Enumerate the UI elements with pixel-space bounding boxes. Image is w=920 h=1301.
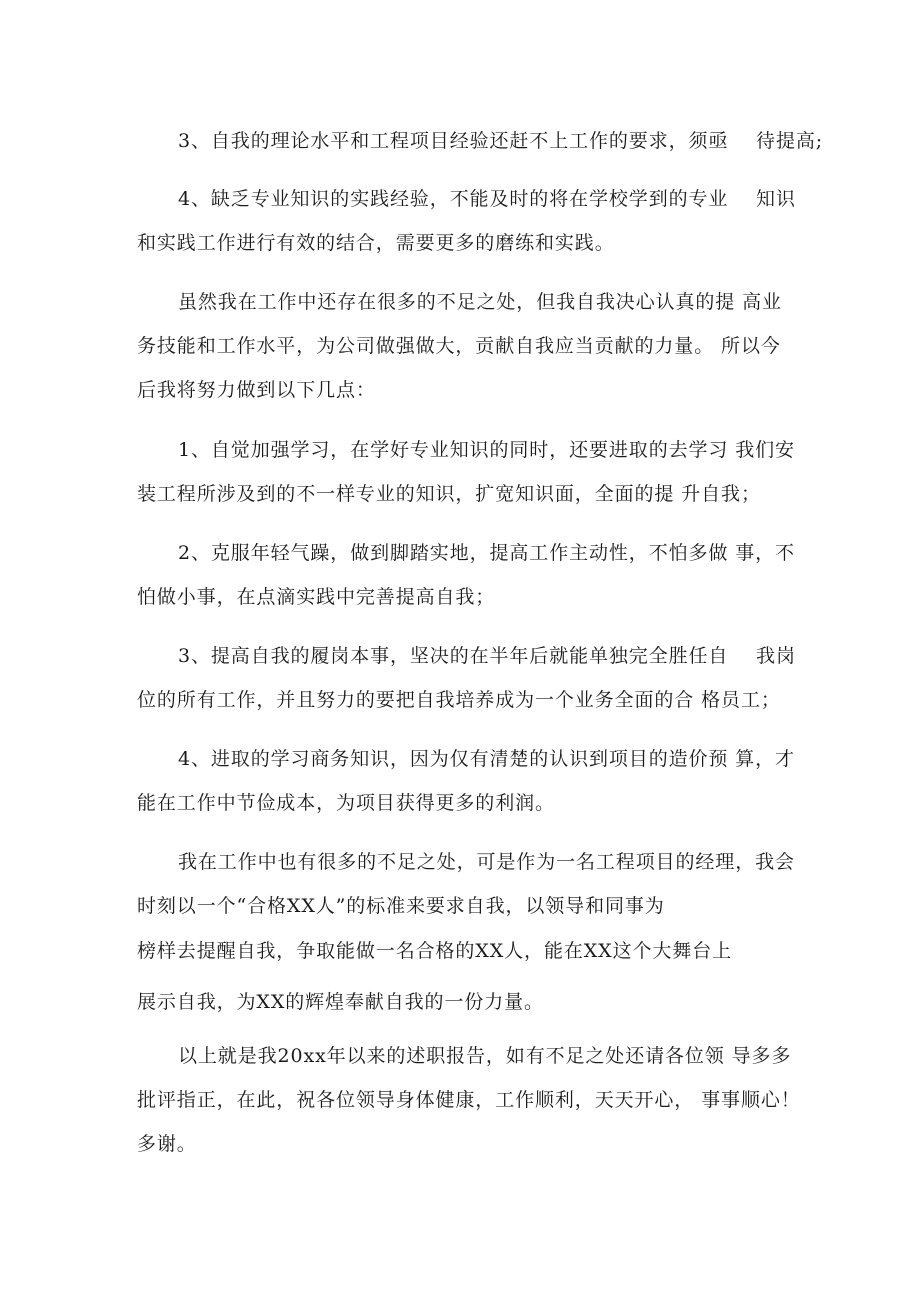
text-line: 3、提高自我的履岗本事，坚决的在半年后就能单独完全胜任自 我岗 — [178, 645, 796, 667]
text-line: 后我将努力做到以下几点： — [137, 379, 376, 401]
text-line: 2、克服年轻气躁，做到脚踏实地，提高工作主动性，不怕多做 事，不 — [178, 542, 795, 564]
text-line: 装工程所涉及到的不一样专业的知识，扩宽知识面，全面的提 升自我； — [137, 483, 761, 505]
text-line: 虽然我在工作中还存在很多的不足之处，但我自我决心认真的提 高业 — [178, 291, 782, 313]
text-line: 展示自我，为XX的辉煌奉献自我的一份力量。 — [137, 991, 544, 1013]
text-line: 时刻以一个“合格XX人”的标准来要求自我，以领导和同事为 — [137, 895, 665, 917]
text-line: 批评指正，在此，祝各位领导身体健康，工作顺利，天天开心， 事事顺心！ — [137, 1089, 801, 1111]
text-line: 怕做小事，在点滴实践中完善提高自我； — [137, 586, 496, 608]
text-line: 4、进取的学习商务知识，因为仅有清楚的认识到项目的造价预 算，才 — [178, 748, 795, 770]
text-line: 1、自觉加强学习，在学好专业知识的同时，还要进取的去学习 我们安 — [178, 439, 795, 461]
text-line: 3、自我的理论水平和工程项目经验还赶不上工作的要求，须亟 待提高; — [178, 130, 824, 152]
text-line: 和实践工作进行有效的结合，需要更多的磨练和实践。 — [137, 232, 615, 254]
text-line: 以上就是我20xx年以来的述职报告，如有不足之处还请各位领 导多多 — [178, 1045, 792, 1067]
text-line: 位的所有工作，并且努力的要把自我培养成为一个业务全面的合 格员工； — [137, 689, 781, 711]
text-line: 榜样去提醒自我，争取能做一名合格的XX人，能在XX这个大舞台上 — [137, 940, 733, 962]
text-line: 务技能和工作水平，为公司做强做大，贡献自我应当贡献的力量。 所以今 — [137, 335, 781, 357]
text-line: 能在工作中节俭成本，为项目获得更多的利润。 — [137, 792, 555, 814]
text-line: 我在工作中也有很多的不足之处，可是作为一名工程项目的经理，我会 — [178, 851, 795, 873]
text-line: 多谢。 — [137, 1133, 197, 1155]
text-line: 4、缺乏专业知识的实践经验，不能及时的将在学校学到的专业 知识 — [178, 188, 796, 210]
